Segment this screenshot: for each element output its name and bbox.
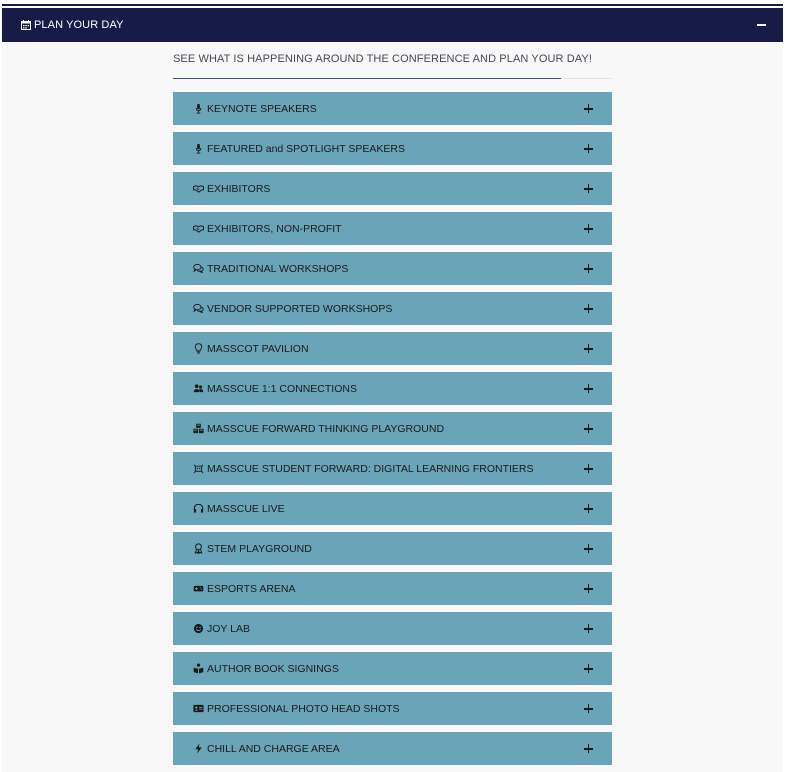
plus-icon[interactable] bbox=[584, 744, 593, 753]
plus-icon[interactable] bbox=[584, 384, 593, 393]
accordion-item[interactable] bbox=[173, 532, 612, 565]
accordion-item[interactable] bbox=[173, 252, 612, 285]
accordion-item-label: MASSCUE STUDENT FORWARD: DIGITAL LEARNING FRONTIERS bbox=[207, 462, 534, 475]
accordion-item[interactable] bbox=[173, 452, 612, 485]
comments-icon bbox=[192, 303, 204, 315]
microphone-icon bbox=[192, 143, 204, 155]
accordion-item[interactable] bbox=[173, 332, 612, 365]
sessions-accordion bbox=[173, 92, 612, 772]
accordion-item-label: TRADITIONAL WORKSHOPS bbox=[207, 262, 349, 275]
accordion-item-label: VENDOR SUPPORTED WORKSHOPS bbox=[207, 302, 393, 315]
accordion-item[interactable] bbox=[173, 92, 612, 125]
plus-icon[interactable] bbox=[584, 224, 593, 233]
accordion-item[interactable] bbox=[173, 372, 612, 405]
accordion-item[interactable] bbox=[173, 572, 612, 605]
accordion-item-label: PROFESSIONAL PHOTO HEAD SHOTS bbox=[207, 702, 400, 715]
accordion-item[interactable] bbox=[173, 612, 612, 645]
accordion-item[interactable] bbox=[173, 732, 612, 765]
accordion-item-label: CHILL AND CHARGE AREA bbox=[207, 742, 340, 755]
plan-your-day-title: PLAN YOUR DAY bbox=[34, 19, 124, 31]
robot-icon bbox=[192, 463, 204, 475]
book-reader-icon bbox=[192, 663, 204, 675]
accordion-item-label: STEM PLAYGROUND bbox=[207, 542, 312, 555]
plan-your-day-panel bbox=[2, 42, 783, 772]
comments-icon bbox=[192, 263, 204, 275]
plus-icon[interactable] bbox=[584, 424, 593, 433]
award-icon bbox=[192, 543, 204, 555]
accordion-item[interactable] bbox=[173, 492, 612, 525]
plus-icon[interactable] bbox=[584, 584, 593, 593]
accordion-item[interactable] bbox=[173, 292, 612, 325]
accordion-item-label: JOY LAB bbox=[207, 622, 250, 635]
id-card-icon bbox=[192, 703, 204, 715]
plus-icon[interactable] bbox=[584, 704, 593, 713]
accordion-item-label: ESPORTS ARENA bbox=[207, 582, 296, 595]
lightbulb-icon bbox=[192, 343, 204, 355]
accordion-item-label: KEYNOTE SPEAKERS bbox=[207, 102, 317, 115]
headphones-icon bbox=[192, 503, 204, 515]
plus-icon[interactable] bbox=[584, 144, 593, 153]
accordion-item[interactable] bbox=[173, 212, 612, 245]
accordion-item[interactable] bbox=[173, 652, 612, 685]
accordion-item-label: MASSCUE LIVE bbox=[207, 502, 285, 515]
accordion-item[interactable] bbox=[173, 412, 612, 445]
panel-subtitle: SEE WHAT IS HAPPENING AROUND THE CONFERENCE AND PLAN YOUR DAY! bbox=[173, 53, 592, 65]
plus-icon[interactable] bbox=[584, 464, 593, 473]
accordion-item-label: EXHIBITORS bbox=[207, 182, 271, 195]
microphone-icon bbox=[192, 103, 204, 115]
cubes-icon bbox=[192, 423, 204, 435]
plan-your-day-header[interactable] bbox=[2, 8, 783, 42]
plus-icon[interactable] bbox=[584, 304, 593, 313]
plus-icon[interactable] bbox=[584, 264, 593, 273]
plus-icon[interactable] bbox=[584, 184, 593, 193]
smile-icon bbox=[192, 623, 204, 635]
plus-icon[interactable] bbox=[584, 504, 593, 513]
bolt-icon bbox=[192, 743, 204, 755]
plus-icon[interactable] bbox=[584, 664, 593, 673]
plus-icon[interactable] bbox=[584, 544, 593, 553]
top-border-line bbox=[2, 4, 783, 6]
accordion-item-label: MASSCUE 1:1 CONNECTIONS bbox=[207, 382, 357, 395]
handshake-icon bbox=[192, 223, 204, 235]
accordion-item[interactable] bbox=[173, 172, 612, 205]
accordion-item[interactable] bbox=[173, 132, 612, 165]
plus-icon[interactable] bbox=[584, 344, 593, 353]
plus-icon[interactable] bbox=[584, 104, 593, 113]
accordion-item[interactable] bbox=[173, 692, 612, 725]
calendar-icon bbox=[21, 20, 31, 30]
accordion-item-label: MASSCOT PAVILION bbox=[207, 342, 309, 355]
accordion-item-label: FEATURED and SPOTLIGHT SPEAKERS bbox=[207, 142, 406, 155]
gamepad-icon bbox=[192, 583, 204, 595]
plus-icon[interactable] bbox=[584, 624, 593, 633]
subtitle-divider bbox=[173, 78, 612, 79]
accordion-item-label: AUTHOR BOOK SIGNINGS bbox=[207, 662, 339, 675]
user-meeting-icon bbox=[192, 383, 204, 395]
accordion-item-label: MASSCUE FORWARD THINKING PLAYGROUND bbox=[207, 422, 445, 435]
handshake-icon bbox=[192, 183, 204, 195]
minus-icon[interactable] bbox=[757, 24, 766, 26]
accordion-item-label: EXHIBITORS, NON-PROFIT bbox=[207, 222, 342, 235]
